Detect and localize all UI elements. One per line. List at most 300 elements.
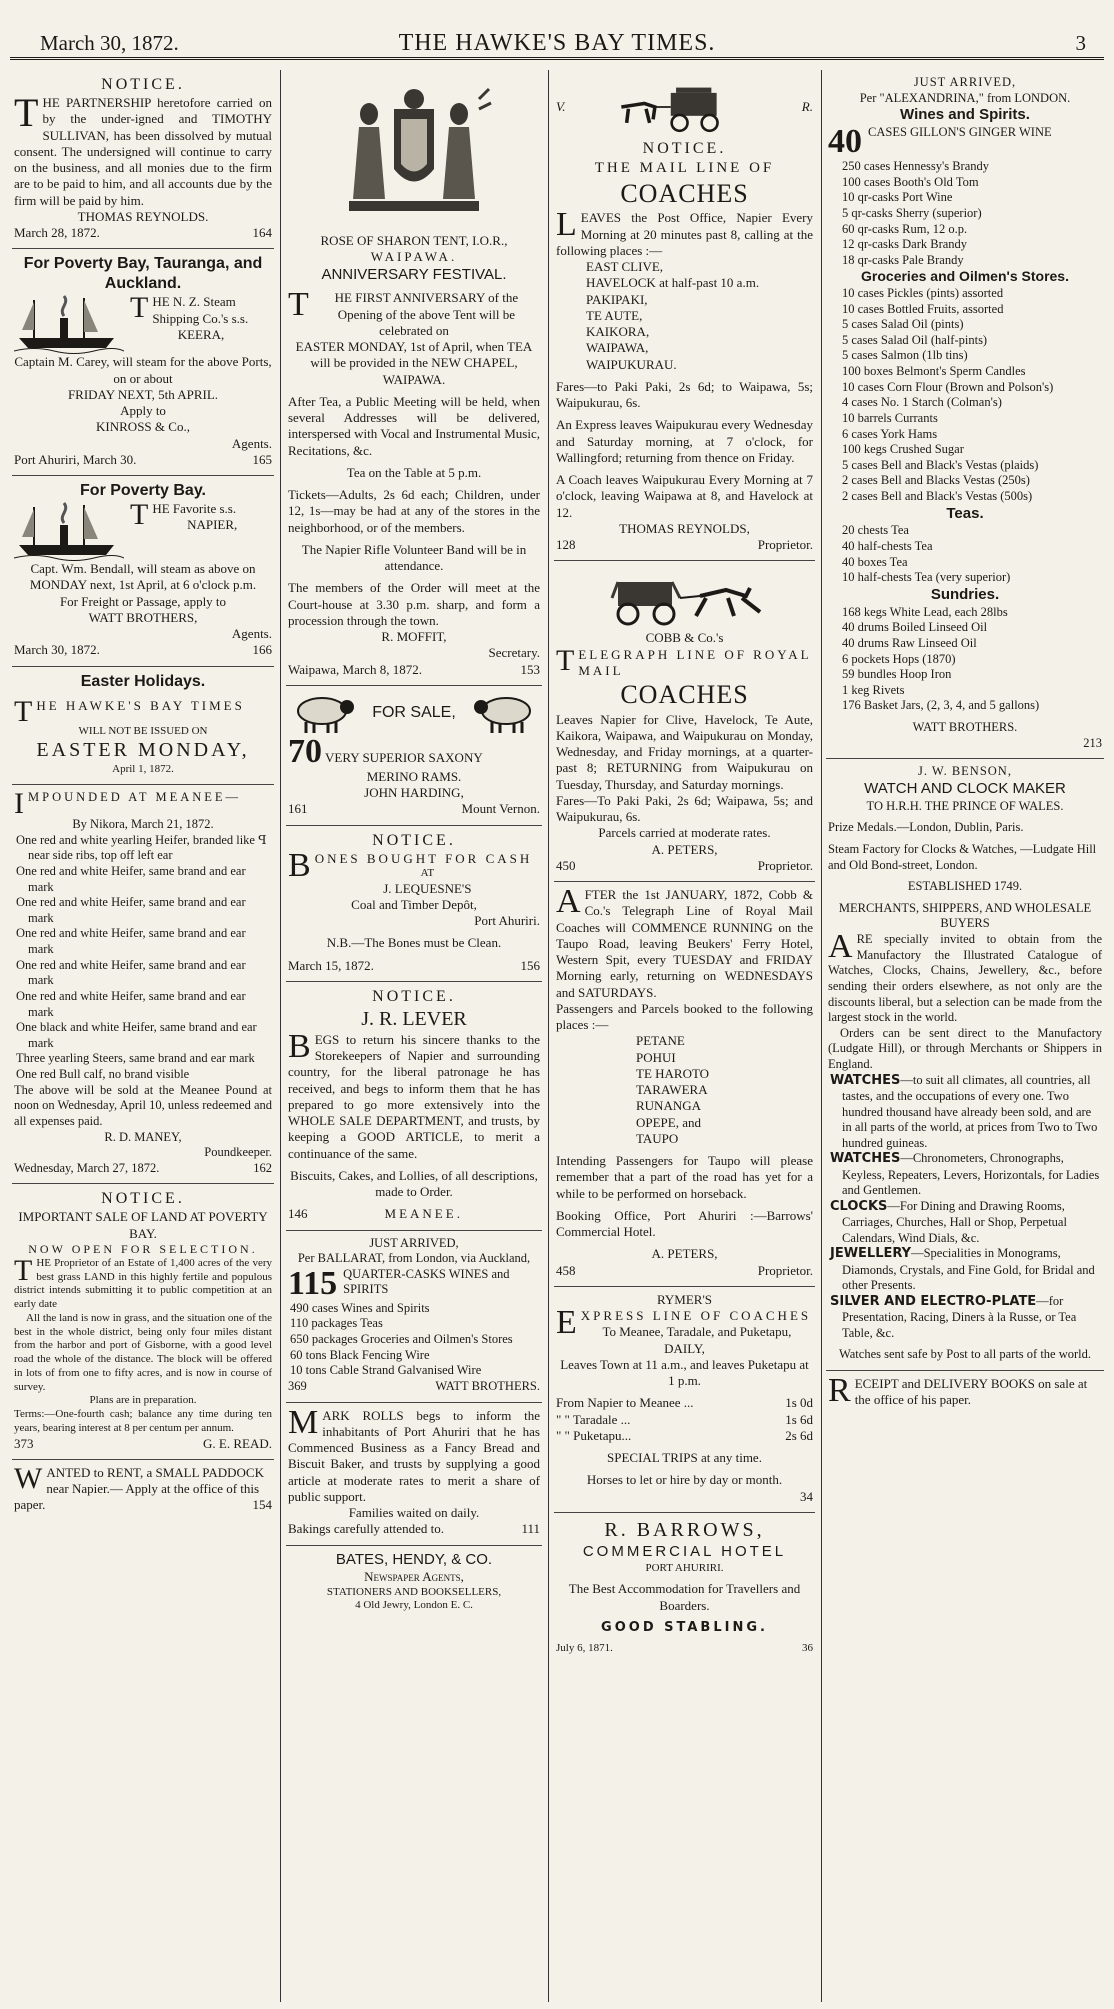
bates-hendy-ad: [286, 1546, 542, 1621]
post-text: Watches sent safe by Post to all parts of the world.: [838, 1347, 1092, 1362]
signer: R. D. MANEY,: [104, 1129, 182, 1144]
business-name: J. LEQUESNE'S: [383, 880, 472, 896]
ad-body: EASTER MONDAY, 1st of April, when TEA will be provided in the NEW CHAPEL, WAIPAWA.: [295, 339, 533, 387]
ad-body: Newspaper Agents,: [364, 1569, 464, 1585]
sheep-icon: [288, 691, 358, 735]
goods-item: 100 boxes Belmont's Sperm Candles: [842, 364, 1026, 378]
special-trips: SPECIAL TRIPS at any time.: [607, 1450, 762, 1465]
prize-medals: Prize Medals.—London, Dublin, Paris.: [828, 820, 1024, 835]
ad-body: ECEIPT and DELIVERY BOOKS on sale at the office of his paper.: [854, 1376, 1088, 1408]
goods-item: 250 cases Hennessy's Brandy: [842, 159, 990, 173]
goods-item: 10 cases Pickles (pints) assorted: [842, 285, 1004, 300]
ad-number: 154: [252, 1497, 272, 1513]
ad-number: 34: [800, 1488, 813, 1504]
goods-item: 59 bundles Hoop Iron: [842, 667, 952, 682]
product-text: —For Dining and Drawing Rooms, Carriages, Churches, Hall or Shop, Perpetual Calendars, Wind Dials, &c.: [842, 1198, 1067, 1245]
impounded-item: One red and white Heifer, same brand and ear mark: [16, 957, 246, 988]
goods-item: 12 qr-casks Dark Brandy: [842, 237, 968, 252]
ad-body: Leaves Napier for Clive, Havelock, Te Aute, Kaikora, Waipawa, and Waipukurau on Monday, Wednesday, and Friday mornings, at a quarter-past 8; RETURNING from Waipukurau on Tuesday, Thursday, and Saturday mornings.: [556, 711, 813, 792]
taupo-road-ad: [554, 882, 815, 1287]
business-name: BATES, HENDY, & CO.: [335, 1550, 493, 1568]
poverty-bay-ad: [12, 476, 274, 667]
goods-item: 5 cases Salmon (1lb tins): [842, 348, 968, 363]
poverty-bay-tauranga-ad: [12, 249, 274, 476]
signer: A. PETERS,: [651, 841, 718, 857]
column-rule: [280, 70, 281, 2002]
issue-date: March 30, 1872.: [40, 31, 179, 55]
agent-name: WATT BROTHERS,: [88, 609, 198, 625]
tent-place: WAIPAWA.: [370, 249, 458, 265]
goods-item: 5 cases Bell and Black's Vestas (plaids): [842, 457, 1039, 472]
goods-item: 10 cases Corn Flour (Brown and Polson's): [842, 379, 1054, 394]
product-heading: JEWELLERY: [830, 1246, 912, 1262]
coaches-title: COACHES: [620, 680, 749, 709]
product-item: [828, 1246, 1102, 1294]
stop-item: OPEPE, and: [636, 1114, 701, 1130]
dropcap: I: [14, 787, 24, 820]
cobb-coaches-ad: [554, 561, 815, 882]
goods-item: 5 qr-casks Sherry (superior): [842, 205, 982, 220]
dropcap: L: [556, 206, 577, 244]
holiday-name: EASTER MONDAY,: [36, 739, 250, 762]
ad-heading: MPOUNDED AT MEANEE—: [28, 790, 242, 804]
product-item: [828, 1294, 1102, 1342]
ad-body: Bakings carefully attended to.: [288, 1521, 444, 1537]
coat-of-arms-icon: [329, 79, 499, 229]
stop-item: TE HAROTO: [636, 1065, 710, 1081]
bones-notice: [286, 826, 542, 982]
goods-item: 6 cases York Hams: [842, 426, 938, 441]
ad-body: N.B.—The Bones must be Clean.: [326, 935, 502, 951]
dropcap: A: [556, 883, 581, 920]
impounded-list: [14, 833, 272, 1083]
royal-warrant: TO H.R.H. THE PRINCE OF WALES.: [866, 798, 1064, 813]
goods-item: 168 kegs White Lead, each 28lbs: [842, 604, 1008, 619]
plans-text: Plans are in preparation.: [89, 1394, 197, 1407]
stop-item: TARAWERA: [636, 1082, 708, 1097]
goods-item: 100 cases Booth's Old Tom: [842, 174, 979, 189]
dropcap: T: [14, 90, 39, 135]
impounded-item: One red and white yearling Heifer, branded like ꟼ near side ribs, top off left ear: [16, 832, 267, 863]
ad-body: STATIONERS AND BOOKSELLERS,: [326, 1585, 502, 1598]
r-mark: R.: [801, 98, 813, 114]
ad-body: EAVES the Post Office, Napier Every Morning at 20 minutes past 8, calling at the following places :—: [556, 210, 813, 258]
notice-heading: NOTICE.: [101, 1190, 185, 1208]
ad-date: Waipawa, March 8, 1872.: [288, 661, 422, 677]
goods-item: 5 cases Salad Oil (half-pints): [842, 332, 988, 347]
dropcap: B: [288, 846, 311, 884]
benson-watchmaker-ad: [826, 759, 1104, 1371]
goods-item: 60 tons Black Fencing Wire: [290, 1347, 430, 1362]
dropcap: R: [828, 1372, 851, 1409]
product-heading: SILVER AND ELECTRO-PLATE: [830, 1293, 1037, 1309]
ad-body: CASES GILLON'S GINGER WINE: [868, 125, 1052, 139]
impounded-item: One red and white Heifer, same brand and ear mark: [16, 863, 246, 894]
product-heading: WATCHES: [830, 1072, 901, 1088]
ad-heading: FOR SALE,: [372, 703, 456, 721]
ad-number: 128: [556, 537, 576, 552]
ad-body: Intending Passengers for Taupo will please remember that a part of the road has yet for a while to be performed on horseback.: [556, 1153, 813, 1201]
sale-title: IMPORTANT SALE OF LAND AT POVERTY BAY.: [18, 1209, 268, 1241]
coach-text: A Coach leaves Waipukurau Every Morning at 7 o'clock, leaving Waipawa at 8, and Havelock at 12.: [556, 472, 813, 520]
ad-body: Tea on the Table at 5 p.m.: [346, 464, 482, 480]
fare-route: " " Taradale ...: [556, 1411, 631, 1427]
goods-item: 20 chests Tea: [842, 523, 909, 538]
rymers-coaches-ad: [554, 1287, 815, 1513]
ad-number: 165: [252, 451, 272, 467]
ad-body: RE specially invited to obtain from the Manufactory the Illustrated Catalogue of Watches, Clocks, Chains, Jewellery, &c., before sending their orders elsewhere, as not only are the discounts liberal, but a selection can be made from the largest stock in the world.: [828, 932, 1102, 1025]
quantity: 115: [288, 1264, 338, 1302]
just-arrived-alexandrina-ad: [826, 70, 1104, 759]
goods-item: 10 tons Cable Strand Galvanised Wire: [290, 1363, 482, 1378]
impounded-by: By Nikora, March 21, 1872.: [72, 817, 214, 831]
notice-heading: NOTICE.: [642, 140, 727, 157]
steamship-icon: [14, 501, 124, 561]
signer-title: Proprietor.: [757, 1262, 813, 1278]
ad-heading: XPRESS LINE OF COACHES: [580, 1308, 812, 1323]
ad-heading: JUST ARRIVED,: [369, 1235, 459, 1250]
fares-text: Fares—to Paki Paki, 2s 6d; to Waipawa, 5s; Waipukurau, 6s.: [556, 378, 813, 410]
ad-body: Booking Office, Port Ahuriri :—Barrows' Commercial Hotel.: [556, 1207, 813, 1239]
ad-body: ONES BOUGHT FOR CASH: [314, 850, 533, 866]
ad-body: 4 Old Jewry, London E. C.: [355, 1599, 473, 1612]
goods-item: 60 qr-casks Rum, 12 o.p.: [842, 221, 968, 236]
goods-item: 650 packages Groceries and Oilmen's Stores: [290, 1332, 513, 1346]
ad-body: ANTED to RENT, a SMALL PADDOCK near Napier.— Apply at the office of this paper.: [14, 1464, 264, 1513]
ad-body: The members of the Order will meet at the Court-house at 3.30 p.m. sharp, and form a procession through the town.: [288, 580, 540, 628]
ad-body: MERINO RAMS.: [366, 768, 462, 784]
ad-body: EGS to return his sincere thanks to the Storekeepers of Napier and surrounding country, for the liberal patronage he has received, and begs to inform them that he has prepared to go more extensively into the WHOLE SALE DEPARTMENT, and trusts, by keeping a GOOD ARTICLE, to merit a continuance of the same.: [288, 1031, 540, 1161]
stop-item: KAIKORA,: [586, 324, 650, 339]
ad-number: 164: [252, 225, 272, 240]
product-text: —Chronometers, Chronographs, Keyless, Repeaters, Levers, Horizontals, for Ladies and Gentlemen.: [842, 1151, 1100, 1198]
ad-body: Biscuits, Cakes, and Lollies, of all descriptions, made to Order.: [290, 1167, 538, 1199]
fare-route: From Napier to Meanee ...: [556, 1395, 694, 1411]
ad-number: 153: [520, 661, 540, 677]
dropcap: T: [130, 498, 149, 531]
sailing-day: FRIDAY NEXT, 5th APRIL.: [67, 386, 219, 402]
ad-number: 146: [288, 1206, 308, 1222]
column-3: [554, 70, 815, 2002]
notice-heading: NOTICE.: [372, 987, 456, 1005]
ad-heading: THE MAIL LINE OF: [594, 160, 775, 176]
ad-heading: JUST ARRIVED,: [913, 75, 1017, 89]
fare-price: 2s 6d: [785, 1427, 813, 1443]
signer: WATT BROTHERS.: [912, 720, 1018, 734]
company-name: RYMER'S: [656, 1291, 713, 1307]
fares-text: Fares—To Paki Paki, 2s 6d; Waipawa, 5s; and Waipukurau, 6s.: [556, 792, 813, 824]
ad-body: HE N. Z. Steam Shipping Co.'s s.s.: [152, 294, 249, 326]
ad-body: Capt. Wm. Bendall, will steam as above on: [30, 561, 256, 576]
ad-body: WILL NOT BE ISSUED ON: [78, 724, 208, 737]
ad-heading: Easter Holidays.: [80, 672, 206, 690]
lever-notice: [286, 982, 542, 1231]
section-heading: Wines and Spirits.: [900, 106, 1030, 124]
fare-row: [556, 1395, 813, 1411]
sale-body: HE Proprietor of an Estate of 1,400 acres of the very best grass LAND in this highly fertile and populous district intends submitting it to public competition at an early date: [14, 1256, 272, 1311]
fare-price: 1s 0d: [785, 1395, 813, 1411]
company-name: COBB & Co.'s: [645, 630, 724, 646]
ad-body: VERY SUPERIOR SAXONY: [325, 749, 483, 765]
goods-item: 2 cases Bell and Black's Vestas (500s): [842, 489, 1033, 503]
ad-number: 369: [288, 1378, 307, 1393]
ad-date: March 15, 1872.: [288, 957, 374, 973]
stop-item: PETANE: [636, 1033, 685, 1049]
signer-title: Proprietor.: [757, 537, 813, 552]
ad-body: Coal and Timber Depôt,: [351, 896, 477, 912]
goods-item: 40 drums Boiled Linseed Oil: [842, 620, 988, 635]
goods-list: [288, 1301, 540, 1379]
business-name: J. R. LEVER: [361, 1007, 467, 1030]
ad-body: After Tea, a Public Meeting will be held, when several Addresses will be delivered, interspersed with Vocal and Instrumental Music, Recitations, &c.: [288, 393, 540, 458]
ad-body: To Meanee, Taradale, and Puketapu, DAILY,: [602, 1324, 792, 1356]
stop-item: RUNANGA: [636, 1098, 701, 1114]
mark-rolls-ad: [286, 1403, 542, 1546]
section-heading: Teas.: [946, 504, 984, 522]
notice-date: March 28, 1872.: [14, 225, 100, 240]
signer: THOMAS REYNOLDS,: [619, 520, 750, 536]
impounded-item: Three yearling Steers, same brand and ear mark: [16, 1051, 255, 1066]
goods-item: 5 cases Salad Oil (pints): [842, 317, 964, 332]
product-text: —Specialities in Monograms, Diamonds, Crystals, and Fine Gold, for Bridal and other Presents.: [842, 1246, 1095, 1293]
ad-body: QUARTER-CASKS WINES and SPIRITS: [343, 1266, 510, 1297]
goods-item: 1 keg Rivets: [842, 682, 905, 697]
stop-item: WAIPUKURAU.: [586, 356, 677, 372]
tent-name: ROSE OF SHARON TENT, I.O.R.,: [320, 233, 508, 248]
hotel-name: COMMERCIAL HOTEL: [582, 1542, 787, 1560]
goods-item: 10 barrels Currants: [842, 410, 938, 425]
ad-body: Passengers and Parcels booked to the following places :—: [556, 1000, 813, 1032]
signer-title: Secretary.: [488, 645, 540, 661]
commercial-hotel-ad: [554, 1513, 815, 1663]
teas-list: [828, 523, 1102, 586]
notice-heading: NOTICE.: [101, 76, 185, 93]
ad-body: AT: [420, 866, 435, 879]
ad-number: 156: [520, 957, 540, 973]
easter-holidays-notice: [12, 667, 274, 786]
signer: WATT BROTHERS.: [435, 1378, 540, 1393]
stops-list: [556, 259, 813, 373]
goods-item: 176 Basket Jars, (2, 3, 4, and 5 gallons): [842, 698, 1040, 713]
ad-body: ARK ROLLS begs to inform the inhabitants of Port Ahuriri that he has Commenced Business as a Fancy Bread and Biscuit Baker, and trusts by supplying a good article at moderate rates to merit a share of public support.: [288, 1407, 540, 1504]
ad-date: July 6, 1871.: [556, 1642, 613, 1654]
business-name: J. W. BENSON,: [918, 764, 1012, 779]
sundries-list: [828, 605, 1102, 714]
impounded-item: One red and white Heifer, same brand and ear mark: [16, 895, 246, 925]
masthead: [10, 14, 1104, 60]
partnership-notice: [12, 70, 274, 249]
receipt-books-ad: [826, 1371, 1104, 1416]
signer-place: Mount Vernon.: [461, 801, 540, 817]
stop-item: PAKIPAKI,: [586, 291, 648, 307]
page-number: 3: [1075, 31, 1086, 55]
section-heading: Groceries and Oilmen's Stores.: [861, 268, 1069, 285]
fare-row: [556, 1412, 813, 1428]
signer-title: Proprietor.: [757, 857, 813, 873]
fare-route: " " Puketapu...: [556, 1427, 632, 1443]
notice-body: HE PARTNERSHIP heretofore carried on by the under-igned and TIMOTHY SULLIVAN, has been dissolved by mutual consent. The undersigned will continue to carry on the business, and all monies due to the firm are to be paid to him, and all accounts due by the firm will be paid by him.: [14, 95, 272, 208]
ad-number: 162: [253, 1160, 272, 1175]
ad-number: 111: [521, 1521, 540, 1537]
rose-of-sharon-ad: [286, 70, 542, 686]
ad-number: 166: [252, 642, 272, 658]
stabling-text: GOOD STABLING.: [601, 1619, 768, 1635]
ad-number: 450: [556, 857, 576, 873]
goods-item: 490 cases Wines and Spirits: [290, 1300, 430, 1315]
ad-number: 161: [288, 801, 308, 817]
goods-item: 110 packages Teas: [290, 1316, 383, 1331]
impounded-item: One black and white Heifer, same brand and ear mark: [16, 1020, 257, 1050]
apply-text: Apply to: [120, 403, 166, 418]
ad-body: Tickets—Adults, 2s 6d each; Children, under 12, 1s—may be had at any of the stores in the neighborhood, or of the members.: [288, 487, 540, 535]
terms-text: Terms:—One-fourth cash; balance any time during ten years, bearing interest at 8 per centum per annum.: [14, 1408, 272, 1434]
dropcap: T: [288, 286, 309, 324]
goods-item: 40 boxes Tea: [842, 554, 908, 569]
horses-text: Horses to let or hire by day or month.: [586, 1472, 783, 1488]
impounded-item: One red and white Heifer, same brand and ear mark: [16, 988, 246, 1019]
ship-name: KEERA,: [177, 326, 225, 342]
signer: G. E. READ.: [203, 1435, 272, 1451]
merchants-heading: MERCHANTS, SHIPPERS, AND WHOLESALE BUYERS: [838, 900, 1092, 931]
dropcap: B: [288, 1027, 311, 1065]
steamship-icon: [14, 294, 124, 354]
mail-coach-icon: [609, 77, 759, 137]
column-2: [286, 70, 542, 2002]
product-heading: CLOCKS: [830, 1198, 888, 1214]
freight-text: For Freight or Passage, apply to: [59, 593, 227, 609]
established: ESTABLISHED 1749.: [907, 879, 1023, 894]
ad-place: MEANEE.: [384, 1206, 463, 1222]
column-rule: [548, 70, 549, 2002]
ad-body: HE FIRST ANNIVERSARY of the Opening of the above Tent will be celebrated on: [334, 290, 519, 338]
quantity: 40: [828, 123, 862, 160]
trade-title: WATCH AND CLOCK MAKER: [864, 779, 1066, 797]
ad-body: Orders can be sent direct to the Manufactory (Ludgate Hill), or through Merchants or Shippers in England.: [828, 1025, 1102, 1071]
products-list: [828, 1073, 1102, 1342]
coaches-title: COACHES: [620, 178, 749, 208]
goods-item: 18 qr-casks Pale Brandy: [842, 252, 964, 267]
column-4: [826, 70, 1104, 2002]
ad-number: 36: [802, 1642, 813, 1654]
express-text: An Express leaves Waipukurau every Wednesday and Saturday morning, at 7 o'clock, for Wallingford; returning from thence on Friday.: [556, 417, 813, 465]
product-item: [828, 1199, 1102, 1247]
impounded-item: One red and white Heifer, same brand and ear mark: [16, 926, 246, 956]
festival-title: ANNIVERSARY FESTIVAL.: [321, 265, 507, 283]
stop-item: HAVELOCK at half-past 10 a.m.: [586, 275, 760, 291]
ad-body: HE Favorite s.s.: [152, 501, 237, 516]
ad-body: Per "ALEXANDRINA," from LONDON.: [859, 90, 1071, 105]
factory-address: Steam Factory for Clocks & Watches, —Ludgate Hill and Old Bond-street, London.: [828, 841, 1097, 872]
ad-date: Wednesday, March 27, 1872.: [14, 1160, 160, 1175]
agents-label: Agents.: [231, 435, 272, 451]
dropcap: A: [828, 928, 853, 965]
stops-list: [556, 1033, 813, 1147]
dropcap: W: [14, 1461, 43, 1495]
ad-body: Per BALLARAT, from London, via Auckland,: [297, 1251, 531, 1266]
agent-name: KINROSS & Co.,: [96, 419, 190, 435]
business-name: R. BARROWS,: [604, 1518, 765, 1541]
agents-label: Agents.: [231, 626, 272, 641]
stage-coach-icon: [600, 568, 770, 628]
impounded-notice: [12, 785, 274, 1184]
ad-body: The Napier Rifle Volunteer Band will be in attendance.: [301, 541, 527, 573]
goods-item: 10 qr-casks Port Wine: [842, 190, 953, 205]
ad-body: Port Ahuriri.: [474, 913, 540, 928]
signer: R. MOFFIT,: [381, 629, 447, 644]
ad-heading: ELEGRAPH LINE OF ROYAL MAIL: [578, 646, 812, 678]
wanted-paddock-ad: [12, 1460, 274, 1521]
dropcap: T: [14, 1253, 33, 1287]
ad-body: Leaves Town at 11 a.m., and leaves Puketapu at 1 p.m.: [560, 1356, 809, 1388]
fares-table: [556, 1395, 813, 1444]
ad-body: The Best Accommodation for Travellers and Boarders.: [568, 1581, 801, 1613]
stop-item: TAUPO: [636, 1130, 679, 1146]
dropcap: E: [556, 1304, 577, 1341]
ad-body: HE HAWKE'S BAY TIMES: [36, 697, 245, 713]
ad-date: March 30, 1872.: [14, 642, 100, 658]
sale-subtitle: NOW OPEN FOR SELECTION.: [28, 1241, 258, 1256]
column-1: [12, 70, 274, 2002]
goods-item: 6 pockets Hops (1870): [842, 651, 956, 666]
ship-name: NAPIER,: [187, 517, 238, 533]
stop-item: EAST CLIVE,: [586, 259, 664, 274]
product-heading: WATCHES: [830, 1151, 901, 1167]
ad-number: 373: [14, 1435, 34, 1451]
ad-body: Families waited on daily.: [348, 1505, 480, 1520]
goods-item: 2 cases Bell and Blacks Vestas (250s): [842, 473, 1030, 488]
signer: A. PETERS,: [651, 1246, 718, 1262]
goods-item: 100 kegs Crushed Sugar: [842, 442, 964, 457]
ad-body: FTER the 1st JANUARY, 1872, Cobb & Co.'s Telegraph Line of Royal Mail Coaches will COMMENCE RUNNING on the Taupo Road, leaving Beukers' Ferry Hotel, Western Spit, every TUESDAY and FRIDAY Morning early, returning on WEDNESDAYS and SATURDAYS.: [556, 887, 813, 1000]
signer-title: Poundkeeper.: [204, 1145, 272, 1160]
newspaper-title: THE HAWKE'S BAY TIMES.: [398, 30, 716, 56]
ad-number: 458: [556, 1262, 576, 1278]
dropcap: T: [14, 694, 33, 728]
product-text: —for Presentation, Racing, Diners à la Russe, or Tea Table, &c.: [842, 1293, 1077, 1340]
goods-item: 40 half-chests Tea: [842, 539, 933, 553]
ad-date: Port Ahuriri, March 30.: [14, 451, 137, 467]
v-mark: V.: [556, 98, 566, 114]
sale-body: All the land is now in grass, and the situation one of the best in the whole district, being only four miles distant from the harbor and port of Gisborne, with a good level road the whole of the distance. The block will be offered in lots of from one to fifty acres, and is now in course of survey.: [14, 1311, 272, 1393]
sale-text: The above will be sold at the Meanee Pound at noon on Wednesday, April 10, unless redeemed and all expenses paid.: [14, 1082, 272, 1128]
ad-heading: For Poverty Bay, Tauranga, and Auckland.: [23, 255, 263, 293]
notice-heading: NOTICE.: [372, 831, 456, 849]
column-rule: [821, 70, 822, 2002]
impounded-item: One red Bull calf, no brand visible: [16, 1067, 190, 1081]
stop-item: POHUI: [636, 1049, 676, 1065]
quantity: 70: [288, 732, 322, 770]
product-item: [828, 1151, 1102, 1199]
hotel-place: PORT AHURIRI.: [645, 1561, 724, 1574]
sheep-icon: [470, 691, 540, 735]
dropcap: M: [288, 1403, 319, 1441]
mail-line-coaches-ad: [554, 70, 815, 561]
stop-item: WAIPAWA,: [586, 340, 649, 356]
signer: JOHN HARDING,: [364, 785, 464, 800]
just-arrived-ballarat-ad: [286, 1231, 542, 1403]
fare-row: [556, 1428, 813, 1444]
wines-list: [828, 159, 1102, 268]
stop-item: TE AUTE,: [586, 307, 643, 323]
goods-item: 4 cases No. 1 Starch (Colman's): [842, 395, 1002, 410]
section-heading: Sundries.: [930, 585, 1000, 603]
ad-heading: For Poverty Bay.: [80, 482, 206, 499]
dropcap: T: [130, 291, 149, 325]
product-item: [828, 1073, 1102, 1152]
groceries-list: [828, 286, 1102, 505]
land-sale-notice: [12, 1184, 274, 1460]
product-text: —to suit all climates, all countries, all tastes, and the occupations of every one. Two hundred thousand have already been sold, and are in all parts of the world, at prices from Two to Two hundred guineas.: [842, 1072, 1098, 1150]
